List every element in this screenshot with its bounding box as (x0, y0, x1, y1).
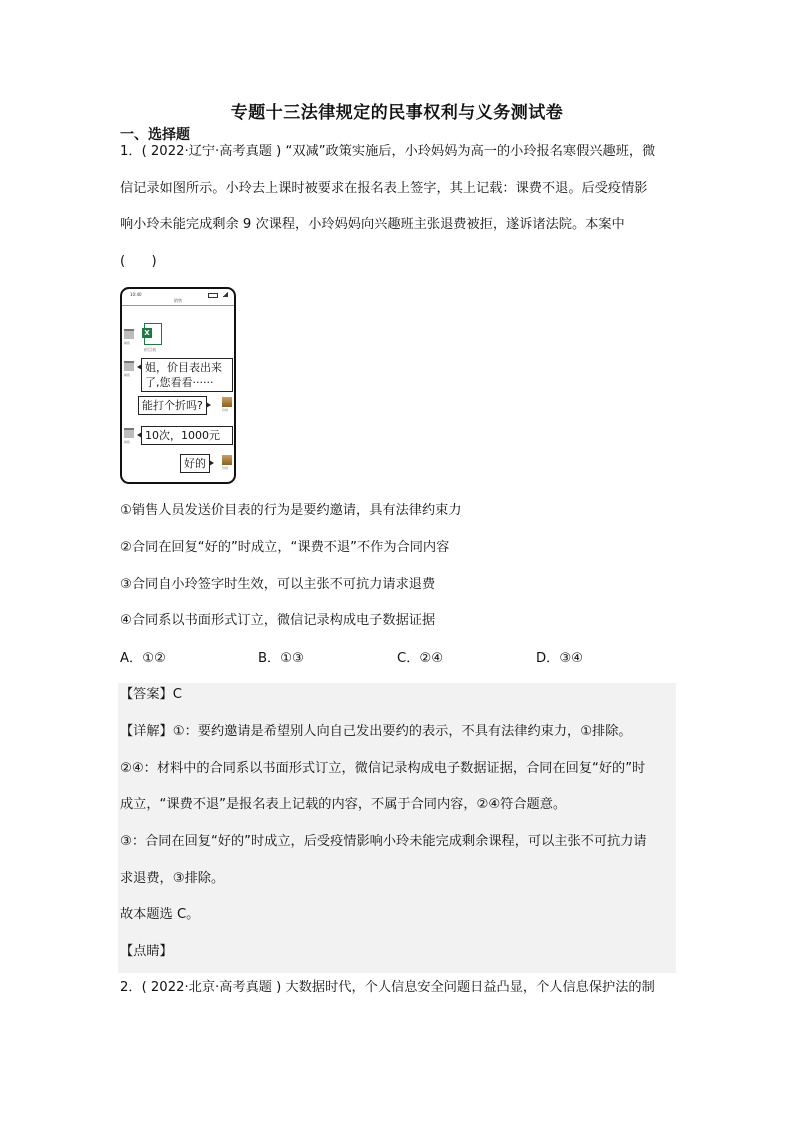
sender-avatar-icon: 销售 (124, 361, 134, 371)
phone-time: 10:40 (130, 292, 142, 297)
excel-file-icon: X (144, 323, 162, 345)
chat-bubble-received: 10次，1000元 (141, 426, 233, 445)
answer-detail-line: 成立，“课费不退”是报名表上记载的内容，不属于合同内容，②④符合题意。 (120, 797, 567, 812)
me-avatar-icon: 玲妈 (222, 455, 232, 465)
q1-stem-line: 1．( 2022·辽宁·高考真题 ) “双减”政策实施后，小玲妈妈为高一的小玲报名寒假兴趣班，微 (120, 144, 656, 159)
q1-stem-line: 信记录如图所示。小玲去上课时被要求在报名表上签字，其上记载：课费不退。后受疫情影 (120, 181, 648, 196)
answer-point-label: 【点睛】 (120, 944, 173, 959)
chat-bubble-received: 姐，价目表出来 了,您看看······ (141, 358, 233, 392)
option-c: C．②④ (397, 651, 444, 666)
sender-avatar-icon: 销售 (124, 428, 134, 438)
answer-detail-line: 【详解】①：要约邀请是希望别人向自己发出要约的表示，不具有法律约束力，①排除。 (120, 724, 632, 739)
answer-detail-line: 故本题选 C。 (120, 907, 200, 922)
statement-item: ①销售人员发送价目表的行为是要约邀请，具有法律约束力 (120, 503, 462, 518)
chat-header-divider (122, 305, 234, 306)
me-avatar-icon: 玲妈 (222, 397, 232, 407)
option-d: D．③④ (536, 651, 583, 666)
file-label: 价目表 (144, 347, 156, 352)
sender-avatar-icon: 销售 (124, 329, 134, 339)
section-heading: 一、选择题 (120, 127, 190, 143)
answer-detail-line: ②④：材料中的合同系以书面形式订立，微信记录构成电子数据证据，合同在回复“好的”时 (120, 761, 646, 776)
chat-bubble-sent: 好的 (180, 454, 210, 473)
q2-stem-line: 2．( 2022·北京·高考真题 ) 大数据时代，个人信息安全问题日益凸显，个人信息保护法的制 (120, 980, 655, 995)
chat-bubble-sent: 能打个折吗? (138, 396, 207, 415)
answer-label: 【答案】C (120, 687, 182, 702)
signal-icon (222, 292, 228, 297)
answer-detail-line: 求退费，③排除。 (120, 871, 225, 886)
chat-contact-name: 销售 (174, 298, 182, 303)
statement-item: ④合同系以书面形式订立，微信记录构成电子数据证据 (120, 613, 436, 628)
q1-stem-line: ( ) (120, 254, 157, 269)
page-title: 专题十三法律规定的民事权利与义务测试卷 (230, 103, 564, 123)
statement-item: ②合同在回复“好的”时成立，“课费不退”不作为合同内容 (120, 540, 450, 555)
statement-item: ③合同自小玲签字时生效，可以主张不可抗力请求退费 (120, 577, 436, 592)
option-a: A．①② (120, 651, 166, 666)
wechat-phone-illustration (120, 287, 236, 484)
option-b: B．①③ (258, 651, 304, 666)
q1-stem-line: 响小玲未能完成剩余 9 次课程，小玲妈妈向兴趣班主张退费被拒，遂诉诸法院。本案中 (120, 217, 625, 232)
answer-detail-line: ③：合同在回复“好的”时成立，后受疫情影响小玲未能完成剩余课程，可以主张不可抗力请 (120, 834, 647, 849)
